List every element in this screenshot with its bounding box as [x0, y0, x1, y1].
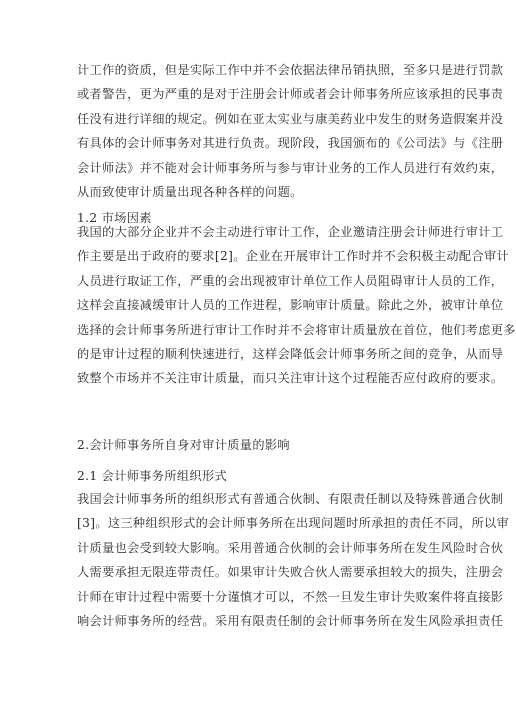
text-line: 我国的大部分企业并不会主动进行审计工作，企业邀请注册会计师进行审计工 — [77, 225, 504, 239]
section-heading-org-form: 2.1 会计师事务所组织形式 — [77, 469, 228, 483]
text-line: 会计师法》并不能对会计师事务所与参与审计业务的工作人员进行有效约束， — [77, 160, 504, 175]
text-line: 响会计师事务所的经营。采用有限责任制的会计师事务所在发生风险承担责任 — [77, 613, 504, 628]
text-line: 任没有进行详细的规定。例如在亚太实业与康美药业中发生的财务造假案并没 — [77, 111, 504, 126]
paragraph-legal-liability — [77, 58, 504, 204]
text-line: 作主要是出于政府的要求[2]。企业在开展审计工作时并不会积极主动配合审计 — [77, 249, 510, 264]
text-line: 我国会计师事务所的组织形式有普通合伙制、有限责任制以及特殊普通合伙制 — [77, 492, 504, 506]
text-line: 计工作的资质，但是实际工作中并不会依据法律吊销执照，至多只是进行罚款 — [77, 63, 504, 77]
text-line: 计质量也会受到较大影响。采用普通合伙制的会计师事务所在发生风险时合伙 — [77, 540, 504, 555]
text-line: 致整个市场并不关注审计质量，而只关注审计这个过程能否应付政府的要求。 — [77, 371, 504, 386]
text-line: 选择的会计师事务所进行审计工作时并不会将审计质量放在首位，他们考虑更多 — [77, 322, 516, 337]
text-line: 或者警告，更为严重的是对于注册会计师或者会计师事务所应该承担的民事责 — [77, 87, 504, 102]
text-line: 的是审计过程的顺利快速进行，这样会降低会计师事务所之间的竞争，从而导 — [77, 346, 504, 361]
section-heading-market-factors: 1.2 市场因素 — [77, 211, 152, 225]
text-line: [3]。这三种组织形式的会计师事务所在出现问题时所承担的责任不同，所以审 — [77, 516, 510, 531]
paragraph-org-form — [77, 487, 510, 633]
paragraph-market-factors — [77, 220, 516, 391]
text-line: 人员进行取证工作，严重的会出现被审计单位工作人员阻碍审计人员的工作， — [77, 273, 504, 288]
text-line: 这样会直接减缓审计人员的工作进程，影响审计质量。除此之外，被审计单位 — [77, 298, 504, 313]
text-line: 从而致使审计质量出现各种各样的问题。 — [77, 184, 303, 199]
text-line: 有具体的会计师事务对其进行负责。现阶段，我国颁布的《公司法》与《注册 — [77, 136, 504, 151]
section-heading-firm-impact: 2.会计师事务所自身对审计质量的影响 — [77, 438, 290, 452]
text-line: 计师在审计过程中需要十分谨慎才可以，不然一旦发生审计失败案件将直接影 — [77, 589, 504, 604]
text-line: 人需要承担无限连带责任。如果审计失败合伙人需要承担较大的损失，注册会 — [77, 565, 504, 580]
